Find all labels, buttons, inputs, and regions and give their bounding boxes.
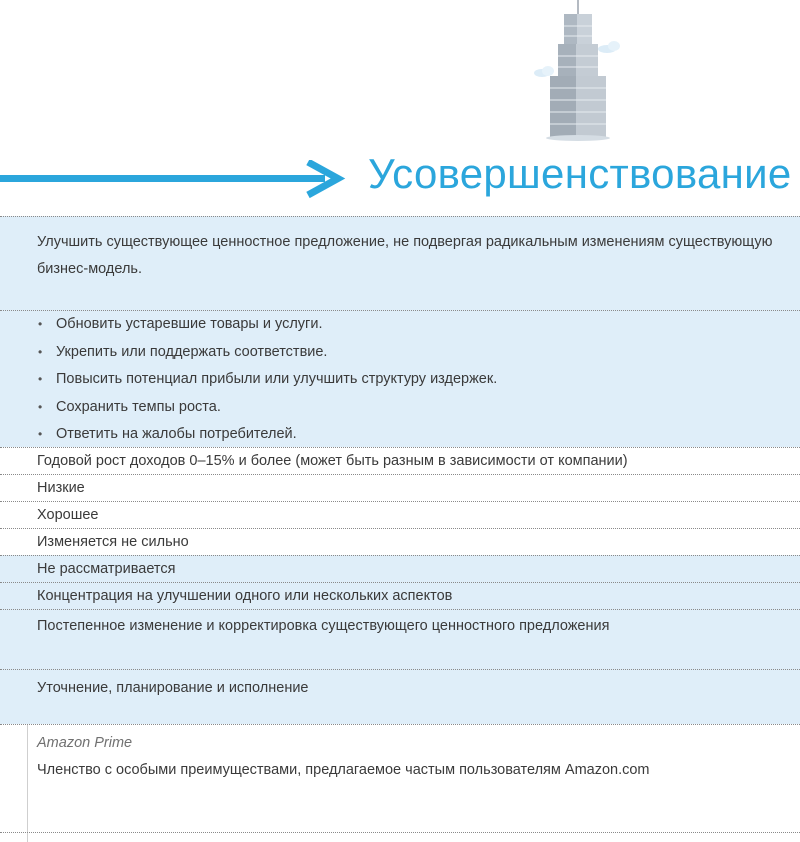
approach-row xyxy=(0,609,800,669)
comparison-table xyxy=(0,216,800,842)
goals-row xyxy=(0,310,800,447)
goals-list xyxy=(37,311,790,449)
bottom-divider xyxy=(0,832,800,833)
description-row xyxy=(0,216,800,310)
change-text: Изменяется не сильно xyxy=(37,534,189,550)
process-row xyxy=(0,669,800,724)
example-row xyxy=(0,724,800,842)
example-name: Amazon Prime xyxy=(37,735,133,751)
revenue-growth-text: Годовой рост доходов 0–15% и более (может быть разным в зависимости от компании) xyxy=(37,453,628,469)
description-text: Улучшить существующее ценностное предложение, не подвергая радикальным изменениям существующую бизнес-модель. xyxy=(37,234,773,277)
list-item: • Ответить на жалобы потребителей. xyxy=(37,421,790,449)
approach-text: Постепенное изменение и корректировка существующего ценностного предложения xyxy=(37,618,610,634)
focus-text: Концентрация на улучшении одного или нескольких аспектов xyxy=(37,588,453,604)
focus-row xyxy=(0,582,800,609)
revenue-growth-row xyxy=(0,447,800,474)
list-item: • Повысить потенциал прибыли или улучшить структуру издержек. xyxy=(37,366,790,394)
list-item: • Обновить устаревшие товары и услуги. xyxy=(37,311,790,339)
risk-row xyxy=(0,474,800,501)
example-divider xyxy=(27,725,28,842)
skyscraper-illustration xyxy=(530,0,630,145)
page-title: Усовершенствование xyxy=(368,150,792,197)
risk-text: Низкие xyxy=(37,480,85,496)
list-item: • Укрепить или поддержать соответствие. xyxy=(37,339,790,367)
knowledge-text: Хорошее xyxy=(37,507,99,523)
new-model-text: Не рассматривается xyxy=(37,561,176,577)
change-row xyxy=(0,528,800,555)
example-text: Членство с особыми преимуществами, предлагаемое частым пользователям Amazon.com xyxy=(37,762,650,778)
knowledge-row xyxy=(0,501,800,528)
arrow-right-icon xyxy=(0,160,360,200)
new-model-row xyxy=(0,555,800,582)
process-text: Уточнение, планирование и исполнение xyxy=(37,680,309,696)
list-item: • Сохранить темпы роста. xyxy=(37,394,790,422)
